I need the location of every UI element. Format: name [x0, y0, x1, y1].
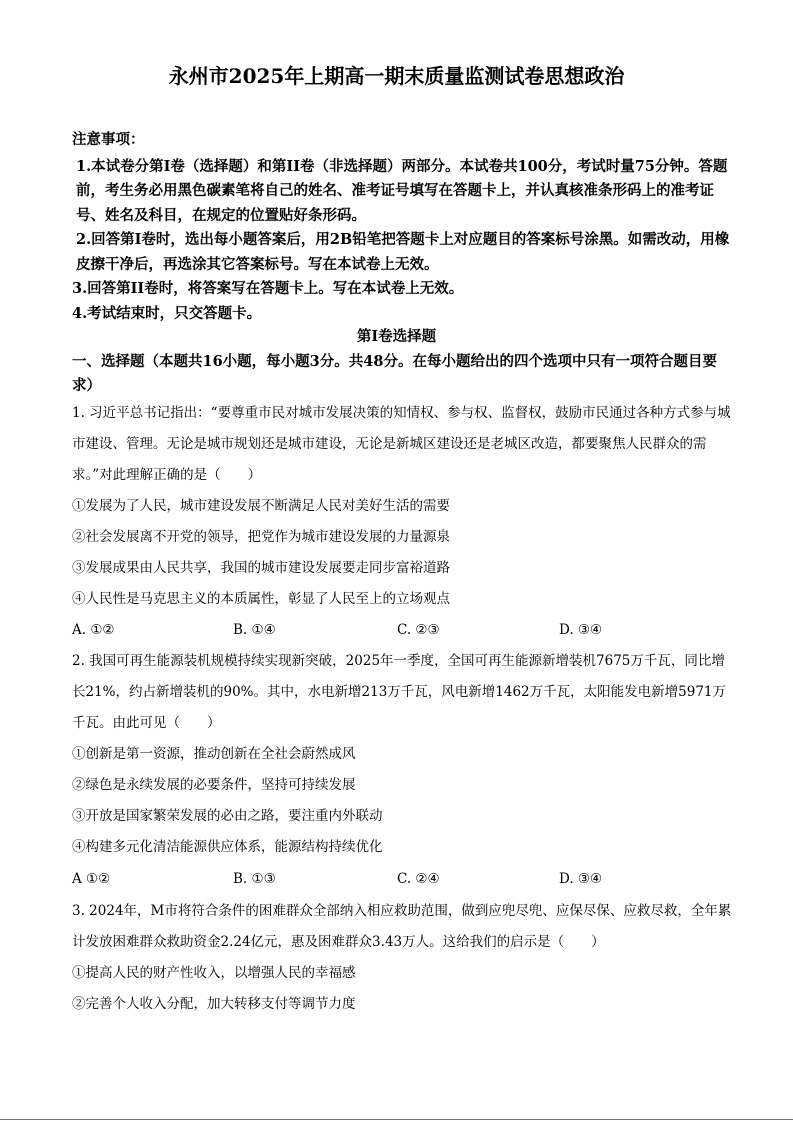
question-stem: 3. 2024年，M市将符合条件的困难群众全部纳入相应救助范围，做到应兜尽兜、应保尽保、应救尽救，全年累计发放困难群众救助资金2.24亿元，惠及困难群众3.43万人。这给我们的启示是（ ） — [72, 903, 732, 950]
option-d: D. ③④ — [559, 622, 603, 638]
question-2-options — [72, 864, 732, 895]
question-statement: ①提高人民的财产性收入，以增强人民的幸福感 — [72, 965, 356, 981]
question-statement: ④人民性是马克思主义的本质属性，彰显了人民至上的立场观点 — [72, 591, 450, 607]
question-statement: ①发展为了人民，城市建设发展不断满足人民对美好生活的需要 — [72, 498, 450, 514]
question-stem: 2. 我国可再生能源装机规模持续实现新突破，2025年一季度，全国可再生能源新增装机7675万千瓦，同比增长21%，约占新增装机的90%。其中，水电新增213万千瓦，风电新增1462万千瓦，太阳能发电新增5971万千瓦。由此可见（ ） — [72, 653, 726, 731]
option-c: C. ②④ — [397, 871, 440, 887]
option-b: B. ①④ — [233, 622, 276, 638]
option-a: A. ①② — [72, 622, 115, 638]
question-1 — [72, 398, 732, 615]
notice-item: 4.考试结束时，只交答题卡。 — [72, 304, 262, 322]
section-title: 第Ⅰ卷选择题 — [356, 328, 437, 345]
question-statement: ③发展成果由人民共享，我国的城市建设发展要走同步富裕道路 — [72, 560, 450, 576]
notice-item: 2.回答第Ⅰ卷时，选出每小题答案后，用2B铅笔把答题卡上对应题目的答案标号涂黑。如需改动，用橡皮擦干净后，再选涂其它答案标号。写在本试卷上无效。 — [76, 231, 730, 273]
notice-item: 1.本试卷分第Ⅰ卷（选择题）和第II卷（非选择题）两部分。本试卷共100分，考试时量75分钟。答题前，考生务必用黑色碳素笔将自己的姓名、准考证号填写在答题卡上，并认真核准条形码上的准考证号、姓名及科目，在规定的位置贴好条形码。 — [76, 157, 728, 224]
question-stem: 1. 习近平总书记指出：“要尊重市民对城市发展决策的知情权、参与权、监督权，鼓励市民通过各种方式参与城市建设、管理。无论是城市规划还是城市建设，无论是新城区建设还是老城区改造，都要聚焦人民群众的需求。”对此理解正确的是（ ） — [72, 405, 731, 483]
option-b: B. ①③ — [233, 871, 276, 887]
question-statement: ①创新是第一资源，推动创新在全社会蔚然成风 — [72, 746, 356, 762]
option-c: C. ②③ — [397, 622, 440, 638]
question-statement: ②完善个人收入分配，加大转移支付等调节力度 — [72, 996, 356, 1012]
question-statement: ④构建多元化清洁能源供应体系，能源结构持续优化 — [72, 839, 383, 855]
question-statement: ③开放是国家繁荣发展的必由之路，要注重内外联动 — [72, 808, 383, 824]
notice-item: 3.回答第II卷时，将答案写在答题卡上。写在本试卷上无效。 — [72, 280, 464, 297]
question-statement: ②绿色是永续发展的必要条件，坚持可持续发展 — [72, 777, 356, 793]
notice-heading: 注意事项： — [72, 131, 145, 148]
question-1-options — [72, 615, 732, 646]
page-title: 永州市2025年上期高一期末质量监测试卷思想政治 — [168, 64, 625, 88]
section-intro: 一、选择题（本题共16小题，每小题3分。共48分。在每小题给出的四个选项中只有一项符合题目要求） — [72, 353, 717, 394]
page-bottom-rule — [0, 1119, 793, 1120]
notice-section — [72, 128, 732, 326]
option-d: D. ③④ — [559, 871, 603, 887]
question-3 — [72, 896, 732, 1020]
question-statement: ②社会发展离不开党的领导，把党作为城市建设发展的力量源泉 — [72, 529, 450, 545]
question-2 — [72, 646, 732, 863]
option-a: A ①② — [72, 871, 111, 887]
